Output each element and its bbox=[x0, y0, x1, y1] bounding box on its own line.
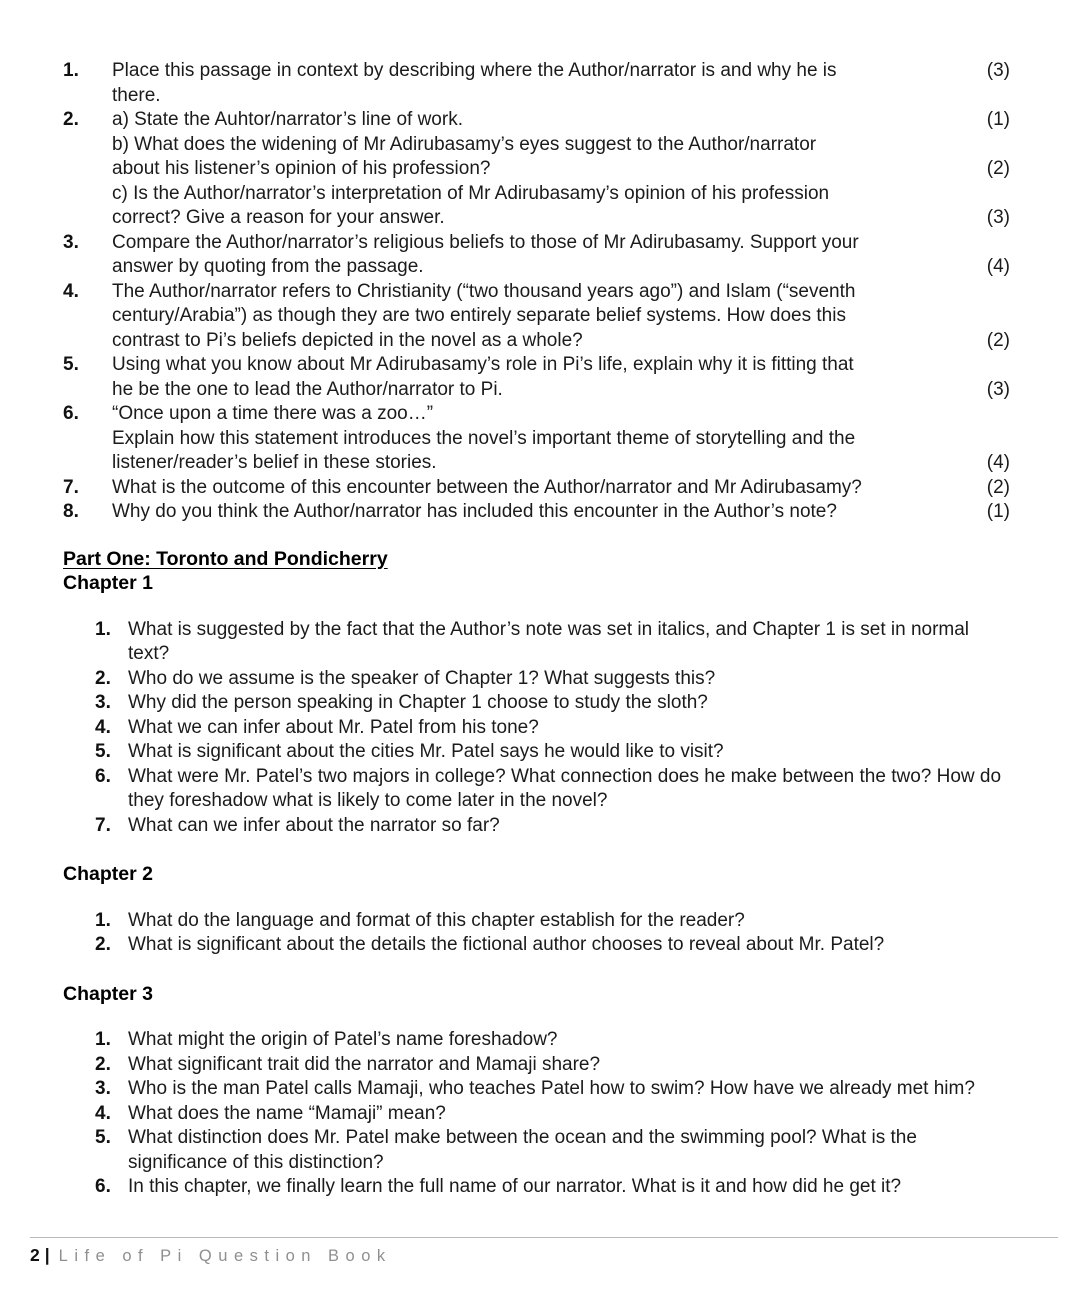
item-text: Why did the person speaking in Chapter 1 choose to study the sloth? bbox=[128, 692, 708, 713]
item-number: 5. bbox=[95, 741, 111, 762]
question-text: b) What does the widening of Mr Adirubasamy’s eyes suggest to the Author/narrator bbox=[112, 133, 817, 155]
list-item bbox=[95, 1077, 1010, 1102]
question-line bbox=[112, 255, 1010, 280]
question-number: 5. bbox=[63, 354, 79, 375]
list-item bbox=[95, 814, 1010, 839]
question-text: The Author/narrator refers to Christianity (“two thousand years ago”) and Islam (“seventh bbox=[112, 280, 856, 302]
question-body bbox=[112, 231, 1010, 280]
part-one-heading: Part One: Toronto and Pondicherry bbox=[63, 547, 388, 570]
question-points: (2) bbox=[986, 329, 1010, 351]
question-points: (3) bbox=[986, 207, 1010, 228]
page-number: 2 bbox=[30, 1245, 40, 1265]
question-points: (1) bbox=[986, 501, 1010, 522]
item-number: 7. bbox=[95, 814, 111, 836]
question-text: century/Arabia”) as though they are two entirely separate belief systems. How does this bbox=[112, 305, 846, 326]
question-points: (3) bbox=[986, 378, 1010, 400]
question-number: 7. bbox=[63, 476, 79, 498]
item-text: In this chapter, we finally learn the full name of our narrator. What is it and how did he get it? bbox=[128, 1176, 902, 1197]
question-line bbox=[112, 108, 1010, 133]
item-text: What might the origin of Patel’s name foreshadow? bbox=[128, 1029, 558, 1050]
question-body bbox=[112, 402, 1010, 476]
question-points: (4) bbox=[986, 256, 1010, 277]
item-number: 6. bbox=[95, 765, 111, 787]
question-points bbox=[982, 280, 1010, 305]
question-row bbox=[63, 108, 1010, 231]
question-line bbox=[112, 133, 1010, 158]
question-row bbox=[63, 231, 1010, 280]
question-body bbox=[112, 500, 1010, 525]
list-item bbox=[95, 667, 1010, 692]
question-number: 6. bbox=[63, 403, 79, 424]
item-text: Who is the man Patel calls Mamaji, who teaches Patel how to swim? How have we already met him? bbox=[128, 1078, 975, 1099]
question-row bbox=[63, 59, 1010, 108]
question-text: listener/reader’s belief in these stories. bbox=[112, 452, 437, 473]
question-points: (1) bbox=[986, 109, 1010, 130]
question-row bbox=[63, 500, 1010, 525]
question-points bbox=[982, 133, 1010, 158]
question-line bbox=[112, 500, 1010, 525]
question-text: Place this passage in context by describing where the Author/narrator is and why he is bbox=[112, 60, 837, 81]
question-row bbox=[63, 402, 1010, 476]
question-points: (3) bbox=[986, 60, 1010, 81]
question-line bbox=[112, 280, 1010, 305]
question-body bbox=[112, 280, 1010, 354]
question-text: Explain how this statement introduces the novel’s important theme of storytelling and the bbox=[112, 427, 856, 449]
question-number: 4. bbox=[63, 280, 79, 302]
item-text: What is suggested by the fact that the Author’s note was set in italics, and Chapter 1 is set in normal text? bbox=[128, 618, 970, 664]
question-points bbox=[982, 427, 1010, 452]
question-text: Why do you think the Author/narrator has included this encounter in the Author’s note? bbox=[112, 501, 837, 522]
question-text: about his listener’s opinion of his profession? bbox=[112, 158, 491, 179]
question-row bbox=[63, 476, 1010, 501]
question-body bbox=[112, 108, 1010, 231]
item-text: What were Mr. Patel’s two majors in college? What connection does he make between the two? How do they foreshadow what is likely to come later in the novel? bbox=[128, 765, 1002, 811]
question-number: 2. bbox=[63, 109, 79, 130]
item-text: What distinction does Mr. Patel make between the ocean and the swimming pool? What is the significance of this distinction? bbox=[128, 1127, 917, 1173]
item-number: 2. bbox=[95, 1053, 111, 1075]
item-number: 4. bbox=[95, 1102, 111, 1124]
question-number: 3. bbox=[63, 231, 79, 253]
list-item bbox=[95, 1053, 1010, 1078]
item-text: What do the language and format of this chapter establish for the reader? bbox=[128, 909, 745, 931]
question-text: Compare the Author/narrator’s religious beliefs to those of Mr Adirubasamy. Support your bbox=[112, 231, 859, 253]
list-item bbox=[95, 765, 1010, 814]
question-text: answer by quoting from the passage. bbox=[112, 256, 424, 277]
footer-separator: | bbox=[44, 1245, 50, 1265]
list-item bbox=[95, 1102, 1010, 1127]
chapter-1-question-list bbox=[95, 618, 1010, 839]
item-text: Who do we assume is the speaker of Chapter 1? What suggests this? bbox=[128, 667, 716, 689]
list-item bbox=[95, 716, 1010, 741]
item-number: 2. bbox=[95, 667, 111, 689]
list-item bbox=[95, 691, 1010, 716]
item-text: What does the name “Mamaji” mean? bbox=[128, 1102, 446, 1124]
chapter-2-question-list bbox=[95, 909, 1010, 958]
question-points bbox=[982, 304, 1010, 329]
item-number: 4. bbox=[95, 716, 111, 738]
question-text: correct? Give a reason for your answer. bbox=[112, 207, 445, 228]
list-item bbox=[95, 1175, 1010, 1200]
question-line bbox=[112, 402, 1010, 427]
question-line bbox=[112, 157, 1010, 182]
question-text: a) State the Auhtor/narrator’s line of work. bbox=[112, 109, 463, 130]
question-points bbox=[982, 182, 1010, 207]
item-number: 6. bbox=[95, 1176, 111, 1197]
question-line bbox=[112, 84, 1010, 109]
item-number: 1. bbox=[95, 1029, 111, 1050]
item-number: 3. bbox=[95, 692, 111, 713]
question-points bbox=[982, 231, 1010, 256]
chapter-3-heading: Chapter 3 bbox=[63, 982, 153, 1005]
question-line bbox=[112, 304, 1010, 329]
question-text: contrast to Pi’s beliefs depicted in the novel as a whole? bbox=[112, 329, 583, 351]
item-number: 1. bbox=[95, 909, 111, 931]
authors-note-question-list bbox=[63, 59, 1010, 525]
question-row bbox=[63, 280, 1010, 354]
item-number: 1. bbox=[95, 618, 111, 640]
item-text: What we can infer about Mr. Patel from his tone? bbox=[128, 716, 539, 738]
question-line bbox=[112, 329, 1010, 354]
list-item bbox=[95, 740, 1010, 765]
question-points: (2) bbox=[986, 476, 1010, 498]
item-number: 5. bbox=[95, 1127, 111, 1148]
question-text: there. bbox=[112, 84, 161, 106]
list-item bbox=[95, 909, 1010, 934]
item-text: What can we infer about the narrator so far? bbox=[128, 814, 500, 836]
page-footer bbox=[30, 1237, 1058, 1266]
question-text: “Once upon a time there was a zoo…” bbox=[112, 403, 434, 424]
question-line bbox=[112, 59, 1010, 84]
item-text: What significant trait did the narrator and Mamaji share? bbox=[128, 1053, 601, 1075]
question-line bbox=[112, 476, 1010, 501]
chapter-3-question-list bbox=[95, 1028, 1010, 1200]
question-line bbox=[112, 451, 1010, 476]
list-item bbox=[95, 1126, 1010, 1175]
question-text: he be the one to lead the Author/narrator to Pi. bbox=[112, 378, 503, 400]
question-points bbox=[982, 84, 1010, 109]
item-text: What is significant about the cities Mr. Patel says he would like to visit? bbox=[128, 741, 724, 762]
question-line bbox=[112, 231, 1010, 256]
question-body bbox=[112, 476, 1010, 501]
question-text: Using what you know about Mr Adirubasamy’s role in Pi’s life, explain why it is fitting that bbox=[112, 354, 854, 375]
question-points bbox=[982, 402, 1010, 427]
item-text: What is significant about the details the fictional author chooses to reveal about Mr. Patel? bbox=[128, 934, 885, 955]
list-item bbox=[95, 618, 1010, 667]
list-item bbox=[95, 1028, 1010, 1053]
question-number: 1. bbox=[63, 60, 79, 81]
question-body bbox=[112, 353, 1010, 402]
question-number: 8. bbox=[63, 501, 79, 522]
question-row bbox=[63, 353, 1010, 402]
question-text: c) Is the Author/narrator’s interpretation of Mr Adirubasamy’s opinion of his profession bbox=[112, 182, 830, 204]
question-line bbox=[112, 353, 1010, 378]
question-line bbox=[112, 427, 1010, 452]
question-body bbox=[112, 59, 1010, 108]
question-line bbox=[112, 182, 1010, 207]
chapter-1-heading: Chapter 1 bbox=[63, 572, 153, 594]
question-points bbox=[982, 353, 1010, 378]
item-number: 2. bbox=[95, 934, 111, 955]
list-item bbox=[95, 933, 1010, 958]
question-line bbox=[112, 378, 1010, 403]
footer-book-title: Life of Pi Question Book bbox=[58, 1247, 392, 1265]
question-line bbox=[112, 206, 1010, 231]
chapter-2-heading: Chapter 2 bbox=[63, 863, 153, 885]
question-points: (2) bbox=[986, 158, 1010, 179]
question-text: What is the outcome of this encounter between the Author/narrator and Mr Adirubasamy? bbox=[112, 476, 862, 498]
item-number: 3. bbox=[95, 1078, 111, 1099]
question-points: (4) bbox=[986, 452, 1010, 473]
